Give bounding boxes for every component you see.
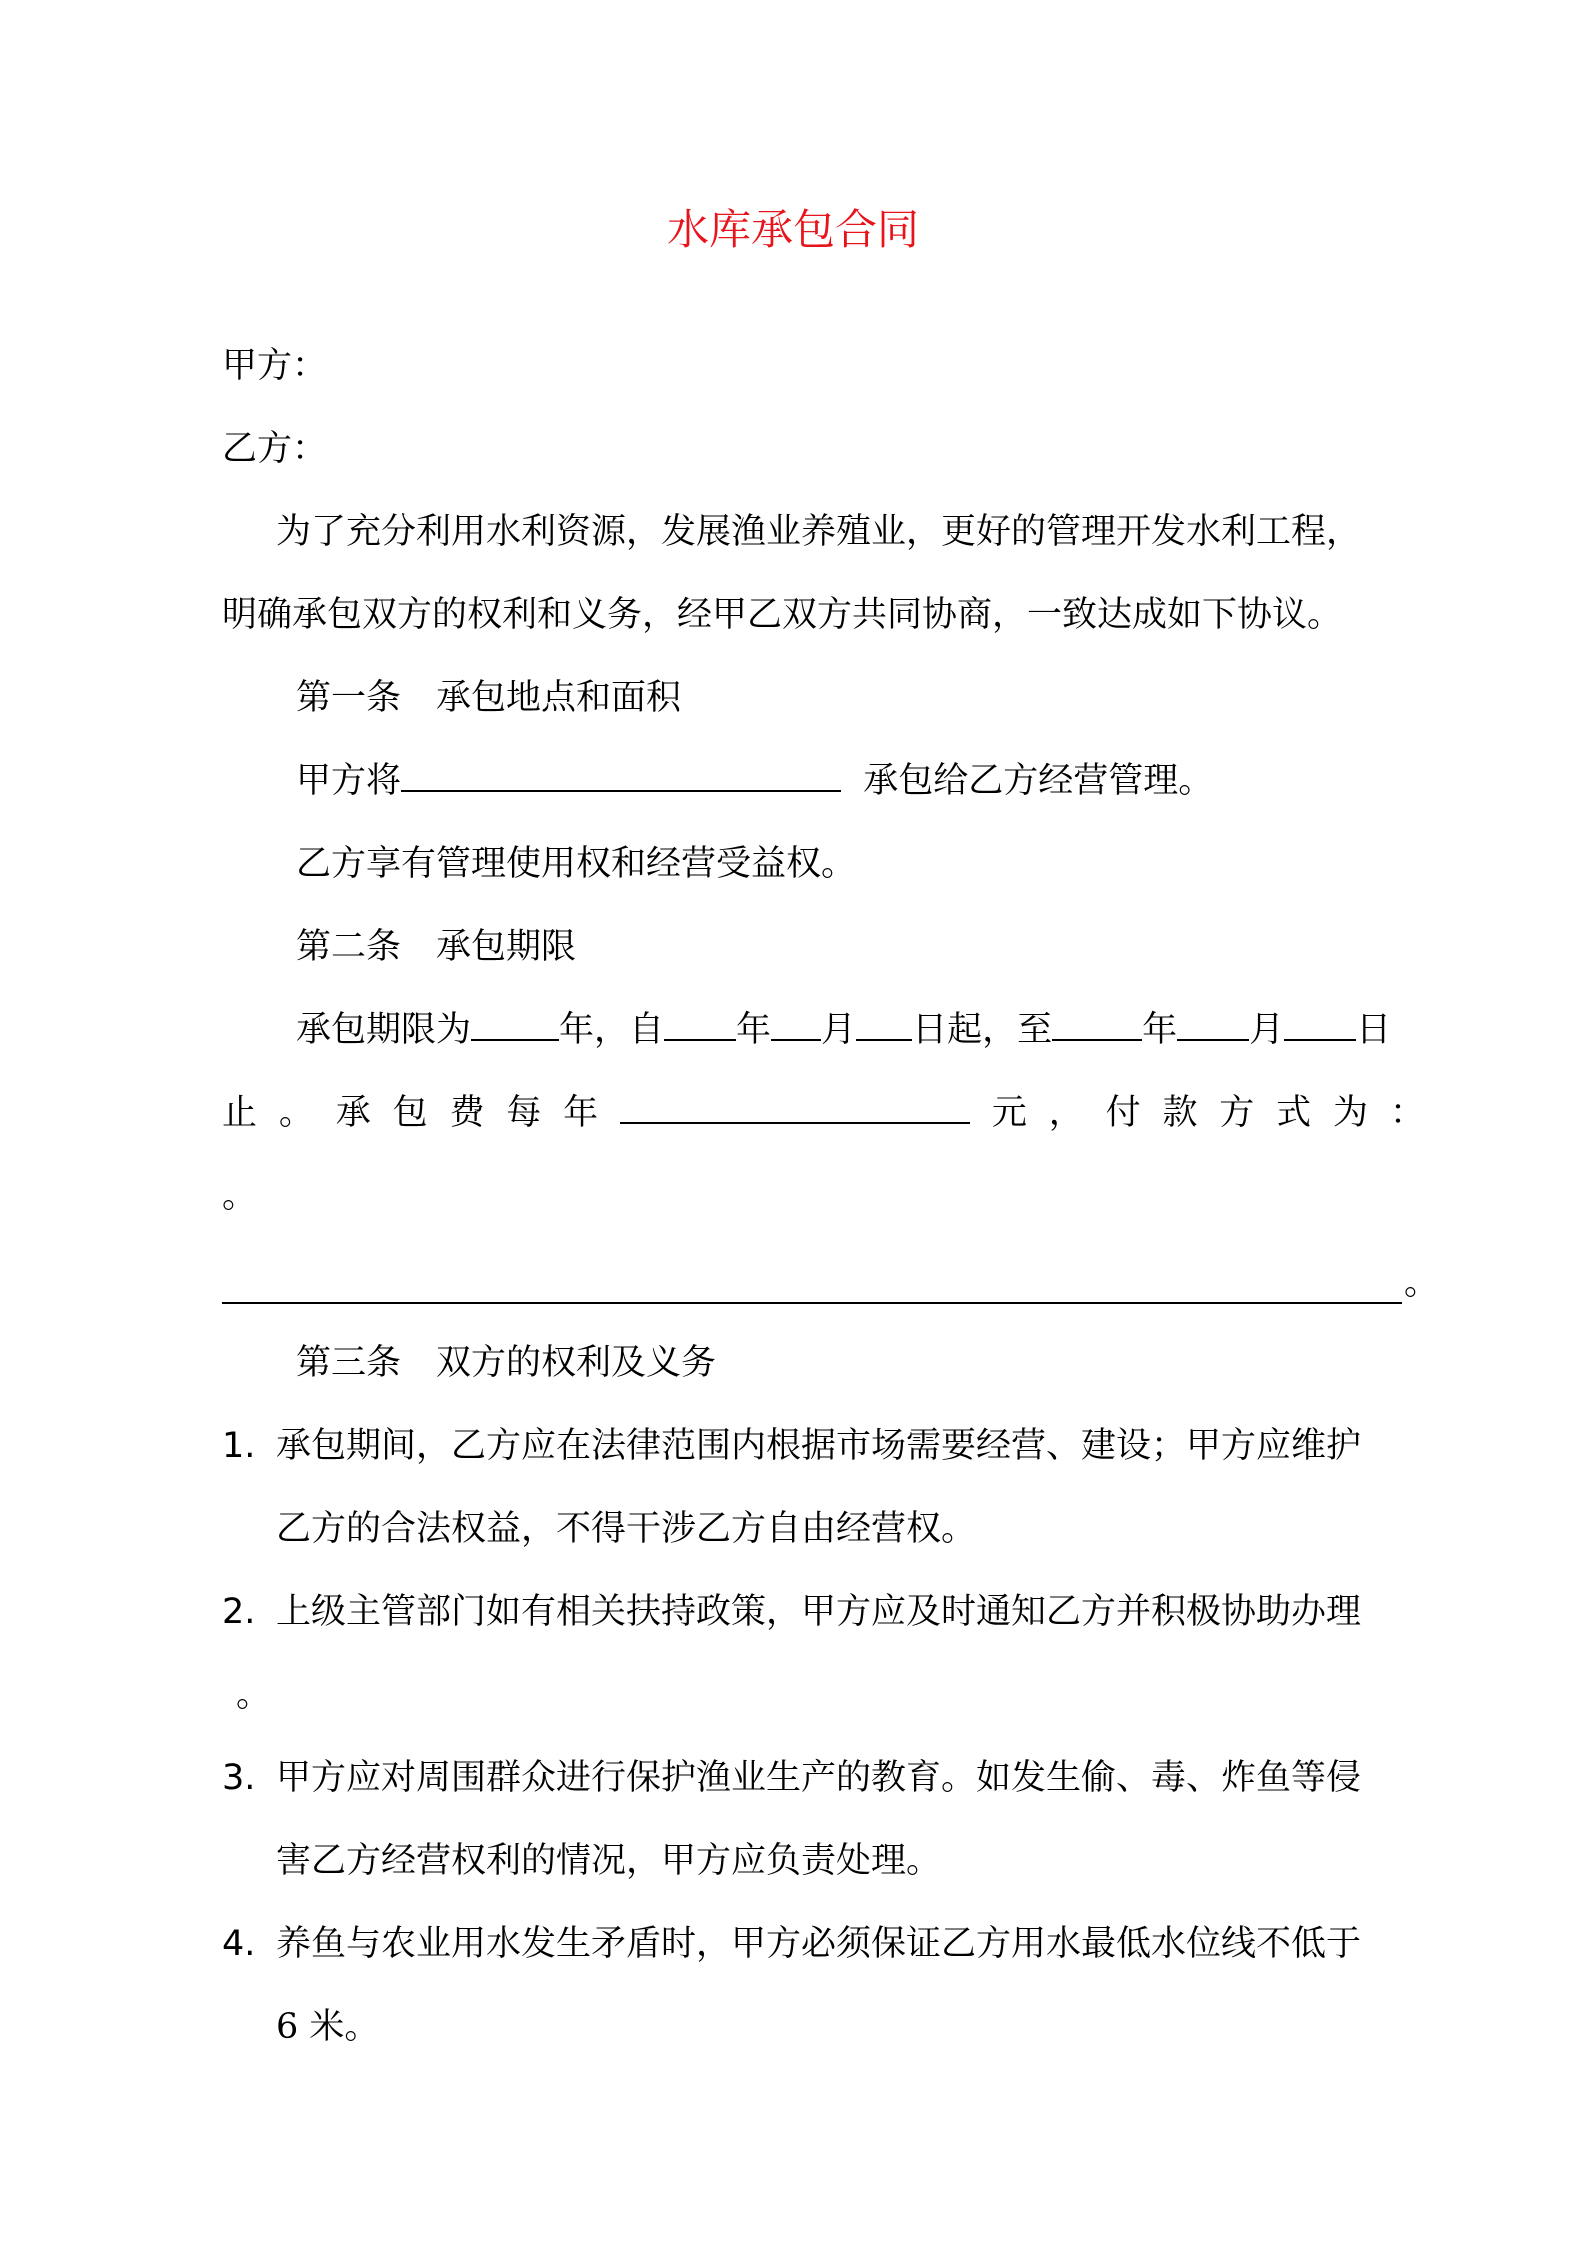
term-text-5: 日起，至: [912, 1010, 1053, 1050]
item-2-line-2: 。: [236, 1675, 272, 1715]
fee-char: 包: [392, 1093, 428, 1133]
article1-line1: [296, 760, 1213, 802]
item-number: 2.: [222, 1592, 256, 1632]
end-year-blank[interactable]: [1052, 1009, 1142, 1041]
fee-char: 年: [563, 1093, 599, 1133]
term-line: [296, 1009, 1391, 1051]
start-year-blank[interactable]: [664, 1009, 736, 1041]
orphan-period: 。: [222, 1176, 258, 1216]
item-2-line-1: 上级主管部门如有相关扶持政策，甲方应及时通知乙方并积极协助办理: [276, 1592, 1362, 1632]
party-b-label: 乙方：: [222, 429, 328, 469]
term-text-2: 年，自: [559, 1010, 665, 1050]
item-4-line-1: 养鱼与农业用水发生矛盾时，甲方必须保证乙方用水最低水位线不低于: [276, 1924, 1362, 1964]
article1-heading: 第一条 承包地点和面积: [296, 678, 682, 718]
party-a-label: 甲方：: [222, 346, 328, 386]
fee-char: 。: [278, 1093, 314, 1133]
item-number: 4.: [222, 1924, 256, 1964]
intro-line-1: 为了充分利用水利资源，发展渔业养殖业，更好的管理开发水利工程，: [276, 512, 1362, 552]
item-3-line-1: 甲方应对周围群众进行保护渔业生产的教育。如发生偷、毒、炸鱼等侵: [276, 1758, 1362, 1798]
fee-char: 元: [991, 1093, 1027, 1133]
fee-char: 式: [1276, 1093, 1312, 1133]
end-day-blank[interactable]: [1284, 1009, 1356, 1041]
item-3-line-2: 害乙方经营权利的情况，甲方应负责处理。: [276, 1841, 942, 1881]
article2-heading: 第二条 承包期限: [296, 927, 577, 967]
item-4-line-2: 6 米。: [276, 2007, 380, 2047]
article1-line1-suffix: 承包给乙方经营管理。: [863, 761, 1214, 801]
payment-end-period: 。: [1404, 1263, 1440, 1303]
fee-char: 承: [335, 1093, 371, 1133]
annual-fee-blank[interactable]: [620, 1092, 970, 1124]
term-text-6: 年: [1142, 1010, 1178, 1050]
term-years-blank[interactable]: [471, 1009, 559, 1041]
fee-char: ，: [1048, 1093, 1084, 1133]
fee-char: 方: [1219, 1093, 1255, 1133]
article3-heading: 第三条 双方的权利及义务: [296, 1343, 717, 1383]
item-1-line-2: 乙方的合法权益，不得干涉乙方自由经营权。: [276, 1509, 977, 1549]
fee-char: 付: [1105, 1093, 1141, 1133]
term-text-4: 月: [821, 1010, 857, 1050]
article1-line2: 乙方享有管理使用权和经营受益权。: [296, 844, 857, 884]
term-text-8: 日: [1356, 1010, 1392, 1050]
term-text-3: 年: [736, 1010, 772, 1050]
payment-method-blank[interactable]: [222, 1302, 1402, 1304]
fee-char: 费: [449, 1093, 485, 1133]
term-text-1: 承包期限为: [296, 1010, 472, 1050]
start-month-blank[interactable]: [771, 1009, 821, 1041]
intro-line-2: 明确承包双方的权利和义务，经甲乙双方共同协商，一致达成如下协议。: [222, 595, 1343, 635]
fee-char: 止: [222, 1093, 258, 1133]
fee-char: ：: [1389, 1093, 1425, 1133]
fee-char: 为: [1333, 1093, 1369, 1133]
fee-line: [222, 1092, 1425, 1134]
location-blank[interactable]: [401, 760, 841, 792]
document-title: 水库承包合同: [666, 205, 919, 254]
fee-char: 款: [1162, 1093, 1198, 1133]
end-month-blank[interactable]: [1177, 1009, 1249, 1041]
fee-char: 每: [506, 1093, 542, 1133]
item-number: 3.: [222, 1758, 256, 1798]
start-day-blank[interactable]: [856, 1009, 912, 1041]
item-1-line-1: 承包期间，乙方应在法律范围内根据市场需要经营、建设；甲方应维护: [276, 1426, 1362, 1466]
item-number: 1.: [222, 1426, 256, 1466]
term-text-7: 月: [1249, 1010, 1285, 1050]
article1-line1-prefix: 甲方将: [296, 761, 402, 801]
